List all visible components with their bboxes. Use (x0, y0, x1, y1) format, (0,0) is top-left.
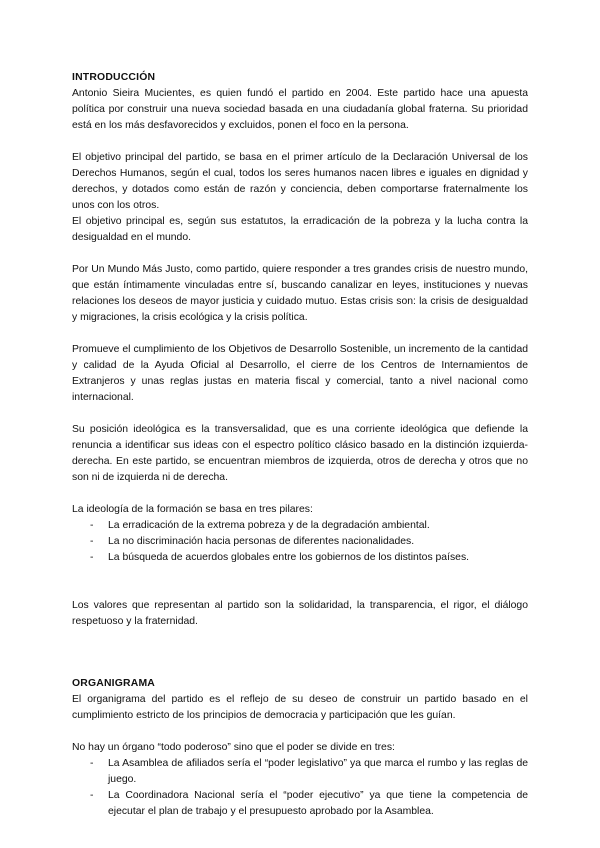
list-item: - La no discriminación hacia personas de diferentes nacionalidades. (90, 534, 528, 550)
intro-paragraph-pillars-intro: La ideología de la formación se basa en tres pilares: (72, 504, 313, 515)
powers-list (72, 756, 528, 820)
intro-paragraph-crises: Por Un Mundo Más Justo, como partido, quiere responder a tres grandes crisis de nuestro mundo, que están íntimamente vinculadas entre sí, buscando canalizar en leyes, instituciones y nuevas relaciones los deseos de mayor justicia y cuidado mutuo. Estas crisis son: la crisis de desigualdad y migraciones, la crisis ecológica y la crisis política. (72, 264, 528, 323)
intro-paragraph-ideology: Su posición ideológica es la transversalidad, que es una corriente ideológica que defiende la renuncia a identificar sus ideas con el espectro político clásico basado en la distinción izquierda-derecha. En este partido, se encuentran miembros de izquierda, otros de derecha y otros que no son ni de izquierda ni de derecha. (72, 424, 528, 483)
organigrama-paragraph-powers-intro: No hay un órgano “todo poderoso” sino que el poder se divide en tres: (72, 742, 395, 753)
intro-paragraph-sdg: Promueve el cumplimiento de los Objetivos de Desarrollo Sostenible, un incremento de la cantidad y calidad de la Ayuda Oficial al Desarrollo, el cierre de los Centros de Internamientos de Extranjeros y unas reglas justas en materia fiscal y comercial, tanto a nivel nacional como internacional. (72, 344, 528, 403)
organigrama-paragraph-reflection: El organigrama del partido es el reflejo de su deseo de construir un partido basado en el cumplimiento estricto de los principios de democracia y participación que les guían. (72, 694, 528, 721)
organigrama-heading: ORGANIGRAMA (72, 678, 156, 689)
list-item: - La búsqueda de acuerdos globales entre los gobiernos de los distintos países. (90, 550, 528, 566)
list-item: - La erradicación de la extrema pobreza y de la degradación ambiental. (90, 518, 528, 534)
list-item: - La Coordinadora Nacional sería el “poder ejecutivo” ya que tiene la competencia de ejecutar el plan de trabajo y el presupuesto aprobado por la Asamblea. (90, 788, 528, 820)
intro-paragraph-values: Los valores que representan al partido son la solidaridad, la transparencia, el rigor, el diálogo respetuoso y la fraternidad. (72, 600, 528, 627)
pillars-list (72, 518, 528, 566)
intro-paragraph-statutes: El objetivo principal es, según sus estatutos, la erradicación de la pobreza y la lucha contra la desigualdad en el mundo. (72, 216, 528, 243)
intro-heading: INTRODUCCIÓN (72, 72, 156, 83)
intro-paragraph-objective: El objetivo principal del partido, se basa en el primer artículo de la Declaración Universal de los Derechos Humanos, según el cual, todos los seres humanos nacen libres e iguales en dignidad y derechos, y dotados como están de razón y conciencia, deben comportarse fraternalmente los unos con los otros. (72, 152, 528, 211)
intro-paragraph-founder: Antonio Sieira Mucientes, es quien fundó el partido en 2004. Este partido hace una apuesta política por construir una nueva sociedad basada en una ciudadanía global fraterna. Su prioridad está en los más desfavorecidos y excluidos, ponen el foco en la persona. (72, 88, 528, 131)
list-item: - La Asamblea de afiliados sería el “poder legislativo” ya que marca el rumbo y las reglas de juego. (90, 756, 528, 788)
intro-section (72, 70, 528, 630)
organigrama-section (72, 676, 528, 820)
